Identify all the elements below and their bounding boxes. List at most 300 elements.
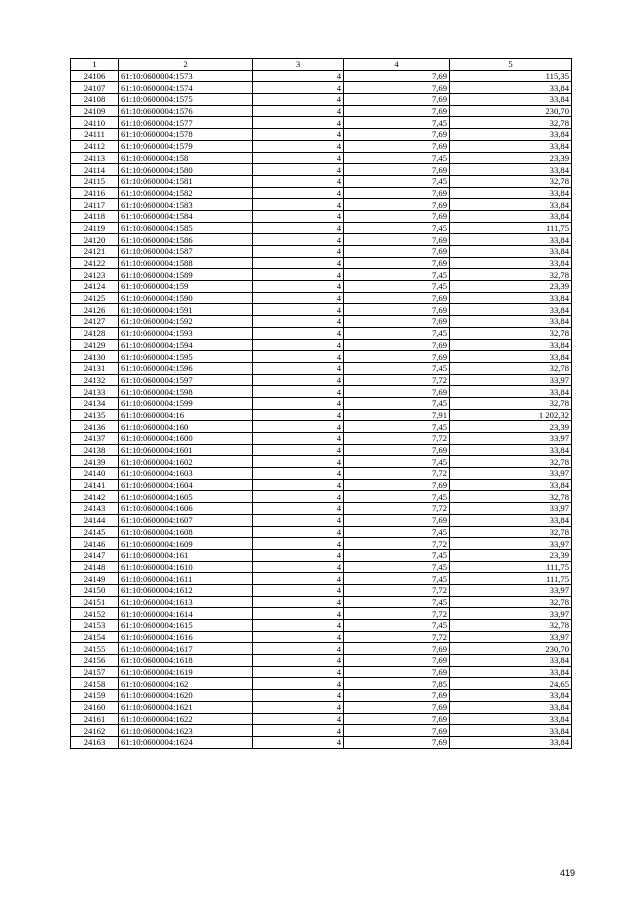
table-cell-col-4: 7,45 — [344, 152, 450, 164]
table-cell-col-2: 61:10:0600004:1579 — [119, 140, 253, 152]
table-cell-col-2: 61:10:0600004:1604 — [119, 479, 253, 491]
table-cell-col-2: 61:10:0600004:1584 — [119, 210, 253, 222]
table-cell-col-2: 61:10:0600004:1580 — [119, 164, 253, 176]
table-cell-col-5: 33,84 — [450, 690, 572, 702]
table-cell-col-4: 7,69 — [344, 479, 450, 491]
table-cell-col-1: 24147 — [71, 549, 119, 561]
table-cell-col-4: 7,72 — [344, 503, 450, 515]
table-cell-col-5: 32,78 — [450, 362, 572, 374]
table-row — [71, 164, 572, 176]
table-cell-col-4: 7,69 — [344, 82, 450, 94]
table-cell-col-1: 24133 — [71, 386, 119, 398]
data-table — [70, 58, 572, 749]
table-cell-col-1: 24145 — [71, 526, 119, 538]
table-cell-col-4: 7,45 — [344, 421, 450, 433]
table-cell-col-3: 4 — [253, 690, 344, 702]
table-cell-col-3: 4 — [253, 643, 344, 655]
table-row — [71, 269, 572, 281]
table-row — [71, 82, 572, 94]
table-cell-col-3: 4 — [253, 421, 344, 433]
table-row — [71, 690, 572, 702]
table-row — [71, 713, 572, 725]
table-cell-col-1: 24146 — [71, 538, 119, 550]
table-cell-col-5: 115,35 — [450, 70, 572, 82]
column-header-2: 2 — [119, 59, 253, 71]
table-cell-col-5: 1 202,32 — [450, 409, 572, 421]
table-row — [71, 620, 572, 632]
table-cell-col-2: 61:10:0600004:1577 — [119, 117, 253, 129]
table-cell-col-1: 24122 — [71, 257, 119, 269]
table-row — [71, 538, 572, 550]
table-cell-col-4: 7,72 — [344, 433, 450, 445]
table-cell-col-4: 7,72 — [344, 631, 450, 643]
table-cell-col-5: 24,65 — [450, 678, 572, 690]
table-cell-col-2: 61:10:0600004:1575 — [119, 94, 253, 106]
table-cell-col-1: 24114 — [71, 164, 119, 176]
table-row — [71, 339, 572, 351]
table-cell-col-2: 61:10:0600004:1609 — [119, 538, 253, 550]
table-cell-col-2: 61:10:0600004:1600 — [119, 433, 253, 445]
table-cell-col-3: 4 — [253, 105, 344, 117]
table-cell-col-5: 33,84 — [450, 444, 572, 456]
table-cell-col-2: 61:10:0600004:1608 — [119, 526, 253, 538]
table-cell-col-2: 61:10:0600004:162 — [119, 678, 253, 690]
table-cell-col-3: 4 — [253, 678, 344, 690]
table-cell-col-2: 61:10:0600004:1624 — [119, 736, 253, 748]
table-cell-col-4: 7,69 — [344, 292, 450, 304]
table-cell-col-5: 23,39 — [450, 549, 572, 561]
table-cell-col-3: 4 — [253, 409, 344, 421]
table-cell-col-2: 61:10:0600004:1588 — [119, 257, 253, 269]
table-cell-col-1: 24153 — [71, 620, 119, 632]
table-cell-col-1: 24159 — [71, 690, 119, 702]
table-cell-col-2: 61:10:0600004:1610 — [119, 561, 253, 573]
table-cell-col-3: 4 — [253, 526, 344, 538]
table-cell-col-1: 24108 — [71, 94, 119, 106]
table-row — [71, 444, 572, 456]
table-row — [71, 304, 572, 316]
table-cell-col-3: 4 — [253, 327, 344, 339]
table-cell-col-3: 4 — [253, 339, 344, 351]
table-row — [71, 608, 572, 620]
column-header-1: 1 — [71, 59, 119, 71]
table-cell-col-3: 4 — [253, 713, 344, 725]
table-row — [71, 246, 572, 258]
table-body — [71, 70, 572, 748]
table-cell-col-1: 24162 — [71, 725, 119, 737]
table-cell-col-5: 33,97 — [450, 538, 572, 550]
table-cell-col-4: 7,69 — [344, 514, 450, 526]
table-cell-col-5: 33,84 — [450, 129, 572, 141]
table-cell-col-4: 7,45 — [344, 175, 450, 187]
table-cell-col-5: 32,78 — [450, 269, 572, 281]
table-cell-col-3: 4 — [253, 187, 344, 199]
table-cell-col-2: 61:10:0600004:160 — [119, 421, 253, 433]
table-cell-col-4: 7,69 — [344, 339, 450, 351]
table-cell-col-2: 61:10:0600004:1606 — [119, 503, 253, 515]
table-cell-col-5: 230,70 — [450, 643, 572, 655]
table-cell-col-2: 61:10:0600004:1618 — [119, 655, 253, 667]
table-cell-col-5: 33,84 — [450, 351, 572, 363]
table-cell-col-5: 33,84 — [450, 316, 572, 328]
table-cell-col-5: 33,84 — [450, 82, 572, 94]
table-row — [71, 409, 572, 421]
table-cell-col-4: 7,69 — [344, 351, 450, 363]
table-cell-col-3: 4 — [253, 561, 344, 573]
table-cell-col-4: 7,69 — [344, 199, 450, 211]
table-cell-col-4: 7,45 — [344, 362, 450, 374]
table-cell-col-1: 24127 — [71, 316, 119, 328]
table-cell-col-2: 61:10:0600004:1605 — [119, 491, 253, 503]
table-cell-col-1: 24121 — [71, 246, 119, 258]
table-cell-col-4: 7,45 — [344, 397, 450, 409]
table-cell-col-5: 33,84 — [450, 199, 572, 211]
table-cell-col-3: 4 — [253, 596, 344, 608]
table-cell-col-1: 24112 — [71, 140, 119, 152]
table-row — [71, 491, 572, 503]
table-cell-col-2: 61:10:0600004:1573 — [119, 70, 253, 82]
table-cell-col-5: 23,39 — [450, 281, 572, 293]
table-cell-col-3: 4 — [253, 175, 344, 187]
table-cell-col-3: 4 — [253, 129, 344, 141]
table-cell-col-5: 111,75 — [450, 222, 572, 234]
table-cell-col-5: 23,39 — [450, 152, 572, 164]
table-cell-col-3: 4 — [253, 351, 344, 363]
table-cell-col-5: 33,97 — [450, 503, 572, 515]
table-cell-col-1: 24129 — [71, 339, 119, 351]
table-cell-col-3: 4 — [253, 468, 344, 480]
table-row — [71, 70, 572, 82]
table-cell-col-5: 33,84 — [450, 187, 572, 199]
column-header-5: 5 — [450, 59, 572, 71]
table-cell-col-3: 4 — [253, 164, 344, 176]
table-row — [71, 140, 572, 152]
table-row — [71, 584, 572, 596]
table-cell-col-1: 24130 — [71, 351, 119, 363]
table-cell-col-1: 24124 — [71, 281, 119, 293]
header-row — [71, 59, 572, 71]
table-cell-col-5: 33,84 — [450, 713, 572, 725]
table-cell-col-5: 32,78 — [450, 117, 572, 129]
table-cell-col-4: 7,69 — [344, 316, 450, 328]
table-cell-col-4: 7,69 — [344, 444, 450, 456]
table-cell-col-1: 24157 — [71, 666, 119, 678]
table-cell-col-5: 33,97 — [450, 374, 572, 386]
table-cell-col-2: 61:10:0600004:1621 — [119, 701, 253, 713]
table-cell-col-2: 61:10:0600004:1622 — [119, 713, 253, 725]
table-cell-col-1: 24117 — [71, 199, 119, 211]
table-cell-col-1: 24163 — [71, 736, 119, 748]
table-cell-col-4: 7,45 — [344, 549, 450, 561]
table-cell-col-5: 33,84 — [450, 725, 572, 737]
table-cell-col-4: 7,45 — [344, 456, 450, 468]
table-cell-col-5: 32,78 — [450, 327, 572, 339]
table-cell-col-4: 7,69 — [344, 725, 450, 737]
table-cell-col-3: 4 — [253, 549, 344, 561]
table-cell-col-5: 33,84 — [450, 386, 572, 398]
table-cell-col-3: 4 — [253, 444, 344, 456]
table-cell-col-3: 4 — [253, 386, 344, 398]
table-cell-col-4: 7,45 — [344, 117, 450, 129]
table-cell-col-1: 24109 — [71, 105, 119, 117]
table-cell-col-4: 7,69 — [344, 655, 450, 667]
table-cell-col-3: 4 — [253, 152, 344, 164]
table-cell-col-1: 24136 — [71, 421, 119, 433]
table-row — [71, 117, 572, 129]
table-cell-col-4: 7,45 — [344, 269, 450, 281]
table-cell-col-2: 61:10:0600004:1595 — [119, 351, 253, 363]
table-cell-col-5: 33,97 — [450, 433, 572, 445]
table-cell-col-5: 33,84 — [450, 292, 572, 304]
table-cell-col-3: 4 — [253, 701, 344, 713]
table-cell-col-5: 23,39 — [450, 421, 572, 433]
table-cell-col-3: 4 — [253, 70, 344, 82]
table-cell-col-4: 7,69 — [344, 666, 450, 678]
table-cell-col-2: 61:10:0600004:1586 — [119, 234, 253, 246]
table-cell-col-3: 4 — [253, 456, 344, 468]
table-cell-col-3: 4 — [253, 620, 344, 632]
table-row — [71, 549, 572, 561]
table-cell-col-1: 24141 — [71, 479, 119, 491]
table-row — [71, 503, 572, 515]
table-cell-col-4: 7,69 — [344, 386, 450, 398]
table-cell-col-5: 33,84 — [450, 666, 572, 678]
table-cell-col-1: 24125 — [71, 292, 119, 304]
table-cell-col-1: 24156 — [71, 655, 119, 667]
table-row — [71, 526, 572, 538]
table-cell-col-3: 4 — [253, 655, 344, 667]
table-cell-col-5: 33,84 — [450, 514, 572, 526]
table-cell-col-1: 24144 — [71, 514, 119, 526]
table-cell-col-2: 61:10:0600004:159 — [119, 281, 253, 293]
table-row — [71, 701, 572, 713]
table-cell-col-3: 4 — [253, 234, 344, 246]
table-cell-col-3: 4 — [253, 397, 344, 409]
table-cell-col-5: 33,84 — [450, 304, 572, 316]
table-row — [71, 327, 572, 339]
table-cell-col-5: 32,78 — [450, 456, 572, 468]
table-row — [71, 362, 572, 374]
table-cell-col-1: 24158 — [71, 678, 119, 690]
table-row — [71, 655, 572, 667]
table-cell-col-3: 4 — [253, 246, 344, 258]
table-cell-col-3: 4 — [253, 573, 344, 585]
table-row — [71, 292, 572, 304]
table-cell-col-4: 7,72 — [344, 584, 450, 596]
table-row — [71, 351, 572, 363]
table-row — [71, 257, 572, 269]
table-cell-col-3: 4 — [253, 725, 344, 737]
table-row — [71, 456, 572, 468]
table-row — [71, 187, 572, 199]
table-cell-col-4: 7,69 — [344, 736, 450, 748]
table-cell-col-2: 61:10:0600004:1613 — [119, 596, 253, 608]
table-cell-col-4: 7,69 — [344, 643, 450, 655]
table-cell-col-5: 33,84 — [450, 164, 572, 176]
table-cell-col-3: 4 — [253, 257, 344, 269]
table-row — [71, 129, 572, 141]
table-cell-col-1: 24142 — [71, 491, 119, 503]
table-cell-col-2: 61:10:0600004:1583 — [119, 199, 253, 211]
table-cell-col-1: 24120 — [71, 234, 119, 246]
table-cell-col-4: 7,69 — [344, 690, 450, 702]
table-cell-col-4: 7,69 — [344, 234, 450, 246]
table-cell-col-3: 4 — [253, 210, 344, 222]
table-row — [71, 374, 572, 386]
table-row — [71, 666, 572, 678]
table-cell-col-1: 24140 — [71, 468, 119, 480]
table-cell-col-5: 111,75 — [450, 561, 572, 573]
table-cell-col-2: 61:10:0600004:1602 — [119, 456, 253, 468]
table-row — [71, 199, 572, 211]
column-header-3: 3 — [253, 59, 344, 71]
table-cell-col-4: 7,72 — [344, 468, 450, 480]
table-cell-col-5: 32,78 — [450, 175, 572, 187]
table-cell-col-2: 61:10:0600004:1612 — [119, 584, 253, 596]
table-row — [71, 561, 572, 573]
table-cell-col-3: 4 — [253, 433, 344, 445]
table-cell-col-5: 230,70 — [450, 105, 572, 117]
table-cell-col-3: 4 — [253, 94, 344, 106]
table-cell-col-3: 4 — [253, 292, 344, 304]
table-cell-col-4: 7,69 — [344, 140, 450, 152]
table-cell-col-1: 24150 — [71, 584, 119, 596]
table-cell-col-1: 24138 — [71, 444, 119, 456]
table-cell-col-5: 32,78 — [450, 620, 572, 632]
table-row — [71, 643, 572, 655]
table-cell-col-5: 33,84 — [450, 210, 572, 222]
table-cell-col-3: 4 — [253, 117, 344, 129]
table-cell-col-1: 24152 — [71, 608, 119, 620]
table-cell-col-1: 24123 — [71, 269, 119, 281]
table-row — [71, 631, 572, 643]
table-cell-col-2: 61:10:0600004:1616 — [119, 631, 253, 643]
table-row — [71, 386, 572, 398]
table-cell-col-4: 7,69 — [344, 164, 450, 176]
table-row — [71, 152, 572, 164]
table-cell-col-4: 7,69 — [344, 94, 450, 106]
table-cell-col-3: 4 — [253, 269, 344, 281]
table-cell-col-2: 61:10:0600004:1594 — [119, 339, 253, 351]
table-cell-col-2: 61:10:0600004:1581 — [119, 175, 253, 187]
table-cell-col-2: 61:10:0600004:1599 — [119, 397, 253, 409]
table-cell-col-5: 111,75 — [450, 573, 572, 585]
table-cell-col-1: 24111 — [71, 129, 119, 141]
table-cell-col-5: 33,97 — [450, 631, 572, 643]
table-cell-col-1: 24132 — [71, 374, 119, 386]
table-cell-col-4: 7,72 — [344, 608, 450, 620]
table-cell-col-1: 24135 — [71, 409, 119, 421]
table-cell-col-2: 61:10:0600004:1596 — [119, 362, 253, 374]
table-cell-col-4: 7,69 — [344, 701, 450, 713]
table-cell-col-2: 61:10:0600004:1619 — [119, 666, 253, 678]
table-cell-col-1: 24154 — [71, 631, 119, 643]
table-cell-col-3: 4 — [253, 631, 344, 643]
table-cell-col-2: 61:10:0600004:1620 — [119, 690, 253, 702]
table-cell-col-1: 24155 — [71, 643, 119, 655]
table-cell-col-5: 33,97 — [450, 468, 572, 480]
table-cell-col-2: 61:10:0600004:1592 — [119, 316, 253, 328]
table-cell-col-1: 24160 — [71, 701, 119, 713]
table-cell-col-2: 61:10:0600004:1615 — [119, 620, 253, 632]
table-row — [71, 397, 572, 409]
table-cell-col-2: 61:10:0600004:1574 — [119, 82, 253, 94]
table-cell-col-1: 24119 — [71, 222, 119, 234]
table-cell-col-2: 61:10:0600004:1598 — [119, 386, 253, 398]
table-cell-col-4: 7,45 — [344, 561, 450, 573]
table-cell-col-1: 24128 — [71, 327, 119, 339]
table-cell-col-5: 33,84 — [450, 701, 572, 713]
table-row — [71, 725, 572, 737]
table-cell-col-4: 7,69 — [344, 70, 450, 82]
table-cell-col-3: 4 — [253, 316, 344, 328]
table-cell-col-5: 32,78 — [450, 526, 572, 538]
table-row — [71, 678, 572, 690]
table-cell-col-5: 33,84 — [450, 140, 572, 152]
table-cell-col-3: 4 — [253, 491, 344, 503]
table-row — [71, 234, 572, 246]
table-row — [71, 596, 572, 608]
table-cell-col-5: 33,84 — [450, 94, 572, 106]
table-row — [71, 468, 572, 480]
table-cell-col-4: 7,45 — [344, 327, 450, 339]
table-cell-col-1: 24110 — [71, 117, 119, 129]
table-cell-col-2: 61:10:0600004:1585 — [119, 222, 253, 234]
table-cell-col-3: 4 — [253, 584, 344, 596]
table-row — [71, 210, 572, 222]
table-cell-col-4: 7,69 — [344, 105, 450, 117]
table-cell-col-4: 7,69 — [344, 304, 450, 316]
table-cell-col-5: 33,84 — [450, 246, 572, 258]
table-cell-col-2: 61:10:0600004:1576 — [119, 105, 253, 117]
table-cell-col-4: 7,72 — [344, 374, 450, 386]
table-cell-col-3: 4 — [253, 140, 344, 152]
table-cell-col-5: 33,97 — [450, 584, 572, 596]
table-cell-col-5: 33,84 — [450, 339, 572, 351]
table-cell-col-4: 7,45 — [344, 281, 450, 293]
table-cell-col-3: 4 — [253, 736, 344, 748]
table-cell-col-4: 7,69 — [344, 187, 450, 199]
table-cell-col-5: 33,84 — [450, 257, 572, 269]
table-cell-col-2: 61:10:0600004:1589 — [119, 269, 253, 281]
table-cell-col-2: 61:10:0600004:1603 — [119, 468, 253, 480]
table-cell-col-4: 7,45 — [344, 573, 450, 585]
table-cell-col-1: 24139 — [71, 456, 119, 468]
table-cell-col-5: 32,78 — [450, 596, 572, 608]
table-cell-col-1: 24107 — [71, 82, 119, 94]
table-cell-col-4: 7,69 — [344, 246, 450, 258]
table-cell-col-2: 61:10:0600004:1614 — [119, 608, 253, 620]
table-cell-col-2: 61:10:0600004:1593 — [119, 327, 253, 339]
table-row — [71, 222, 572, 234]
table-cell-col-5: 32,78 — [450, 397, 572, 409]
table-cell-col-1: 24137 — [71, 433, 119, 445]
table-row — [71, 479, 572, 491]
table-cell-col-3: 4 — [253, 479, 344, 491]
table-cell-col-2: 61:10:0600004:1578 — [119, 129, 253, 141]
table-cell-col-1: 24149 — [71, 573, 119, 585]
page-number: 419 — [560, 868, 576, 878]
table-cell-col-3: 4 — [253, 538, 344, 550]
table-cell-col-3: 4 — [253, 503, 344, 515]
table-cell-col-2: 61:10:0600004:1601 — [119, 444, 253, 456]
table-cell-col-1: 24113 — [71, 152, 119, 164]
table-cell-col-2: 61:10:0600004:1591 — [119, 304, 253, 316]
table-cell-col-1: 24118 — [71, 210, 119, 222]
table-cell-col-3: 4 — [253, 362, 344, 374]
table-cell-col-2: 61:10:0600004:1623 — [119, 725, 253, 737]
table-cell-col-3: 4 — [253, 304, 344, 316]
